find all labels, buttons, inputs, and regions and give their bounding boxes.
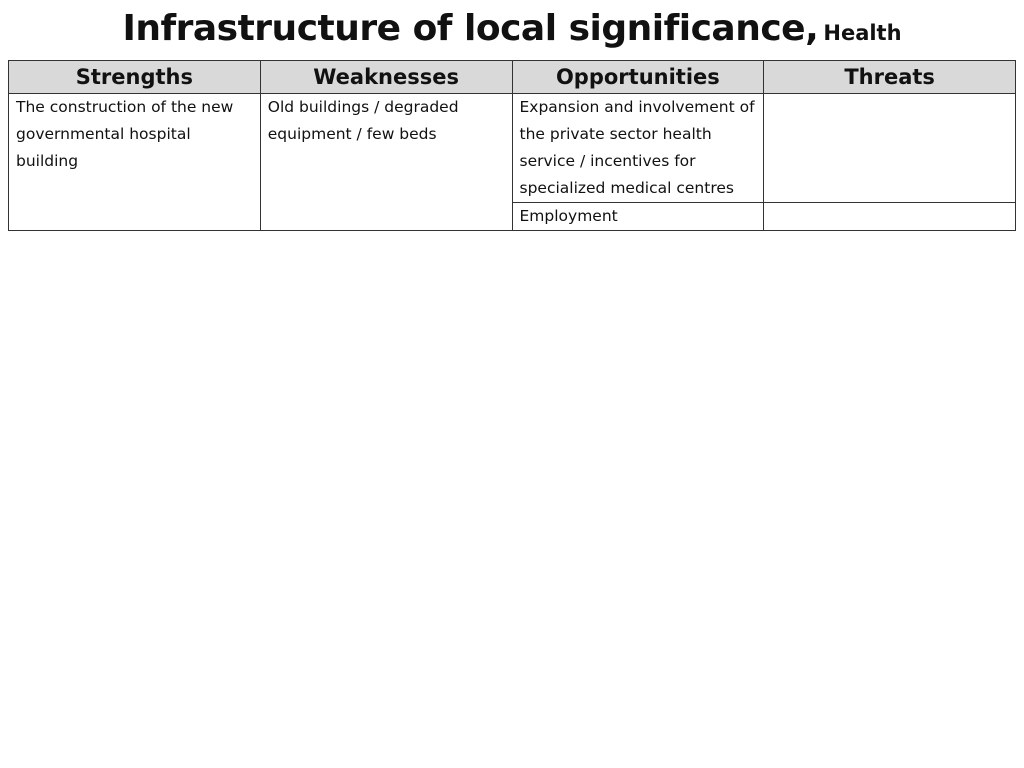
weaknesses-cell: Old buildings / degraded equipment / few beds	[260, 94, 512, 231]
strengths-cell: The construction of the new governmental hospital building	[9, 94, 261, 231]
threats-cell	[764, 203, 1016, 231]
header-strengths: Strengths	[9, 61, 261, 94]
title-subject: Health	[823, 21, 902, 45]
swot-table	[8, 60, 1016, 231]
header-threats: Threats	[764, 61, 1016, 94]
header-weaknesses: Weaknesses	[260, 61, 512, 94]
page-title	[0, 8, 1024, 49]
opportunities-cell: Employment	[512, 203, 764, 231]
header-row	[9, 61, 1016, 94]
header-opportunities: Opportunities	[512, 61, 764, 94]
title-main: Infrastructure of local significance,	[122, 8, 819, 49]
table-row	[9, 94, 1016, 203]
opportunities-cell: Expansion and involvement of the private sector health service / incentives for specialized medical centres	[512, 94, 764, 203]
threats-cell	[764, 94, 1016, 203]
